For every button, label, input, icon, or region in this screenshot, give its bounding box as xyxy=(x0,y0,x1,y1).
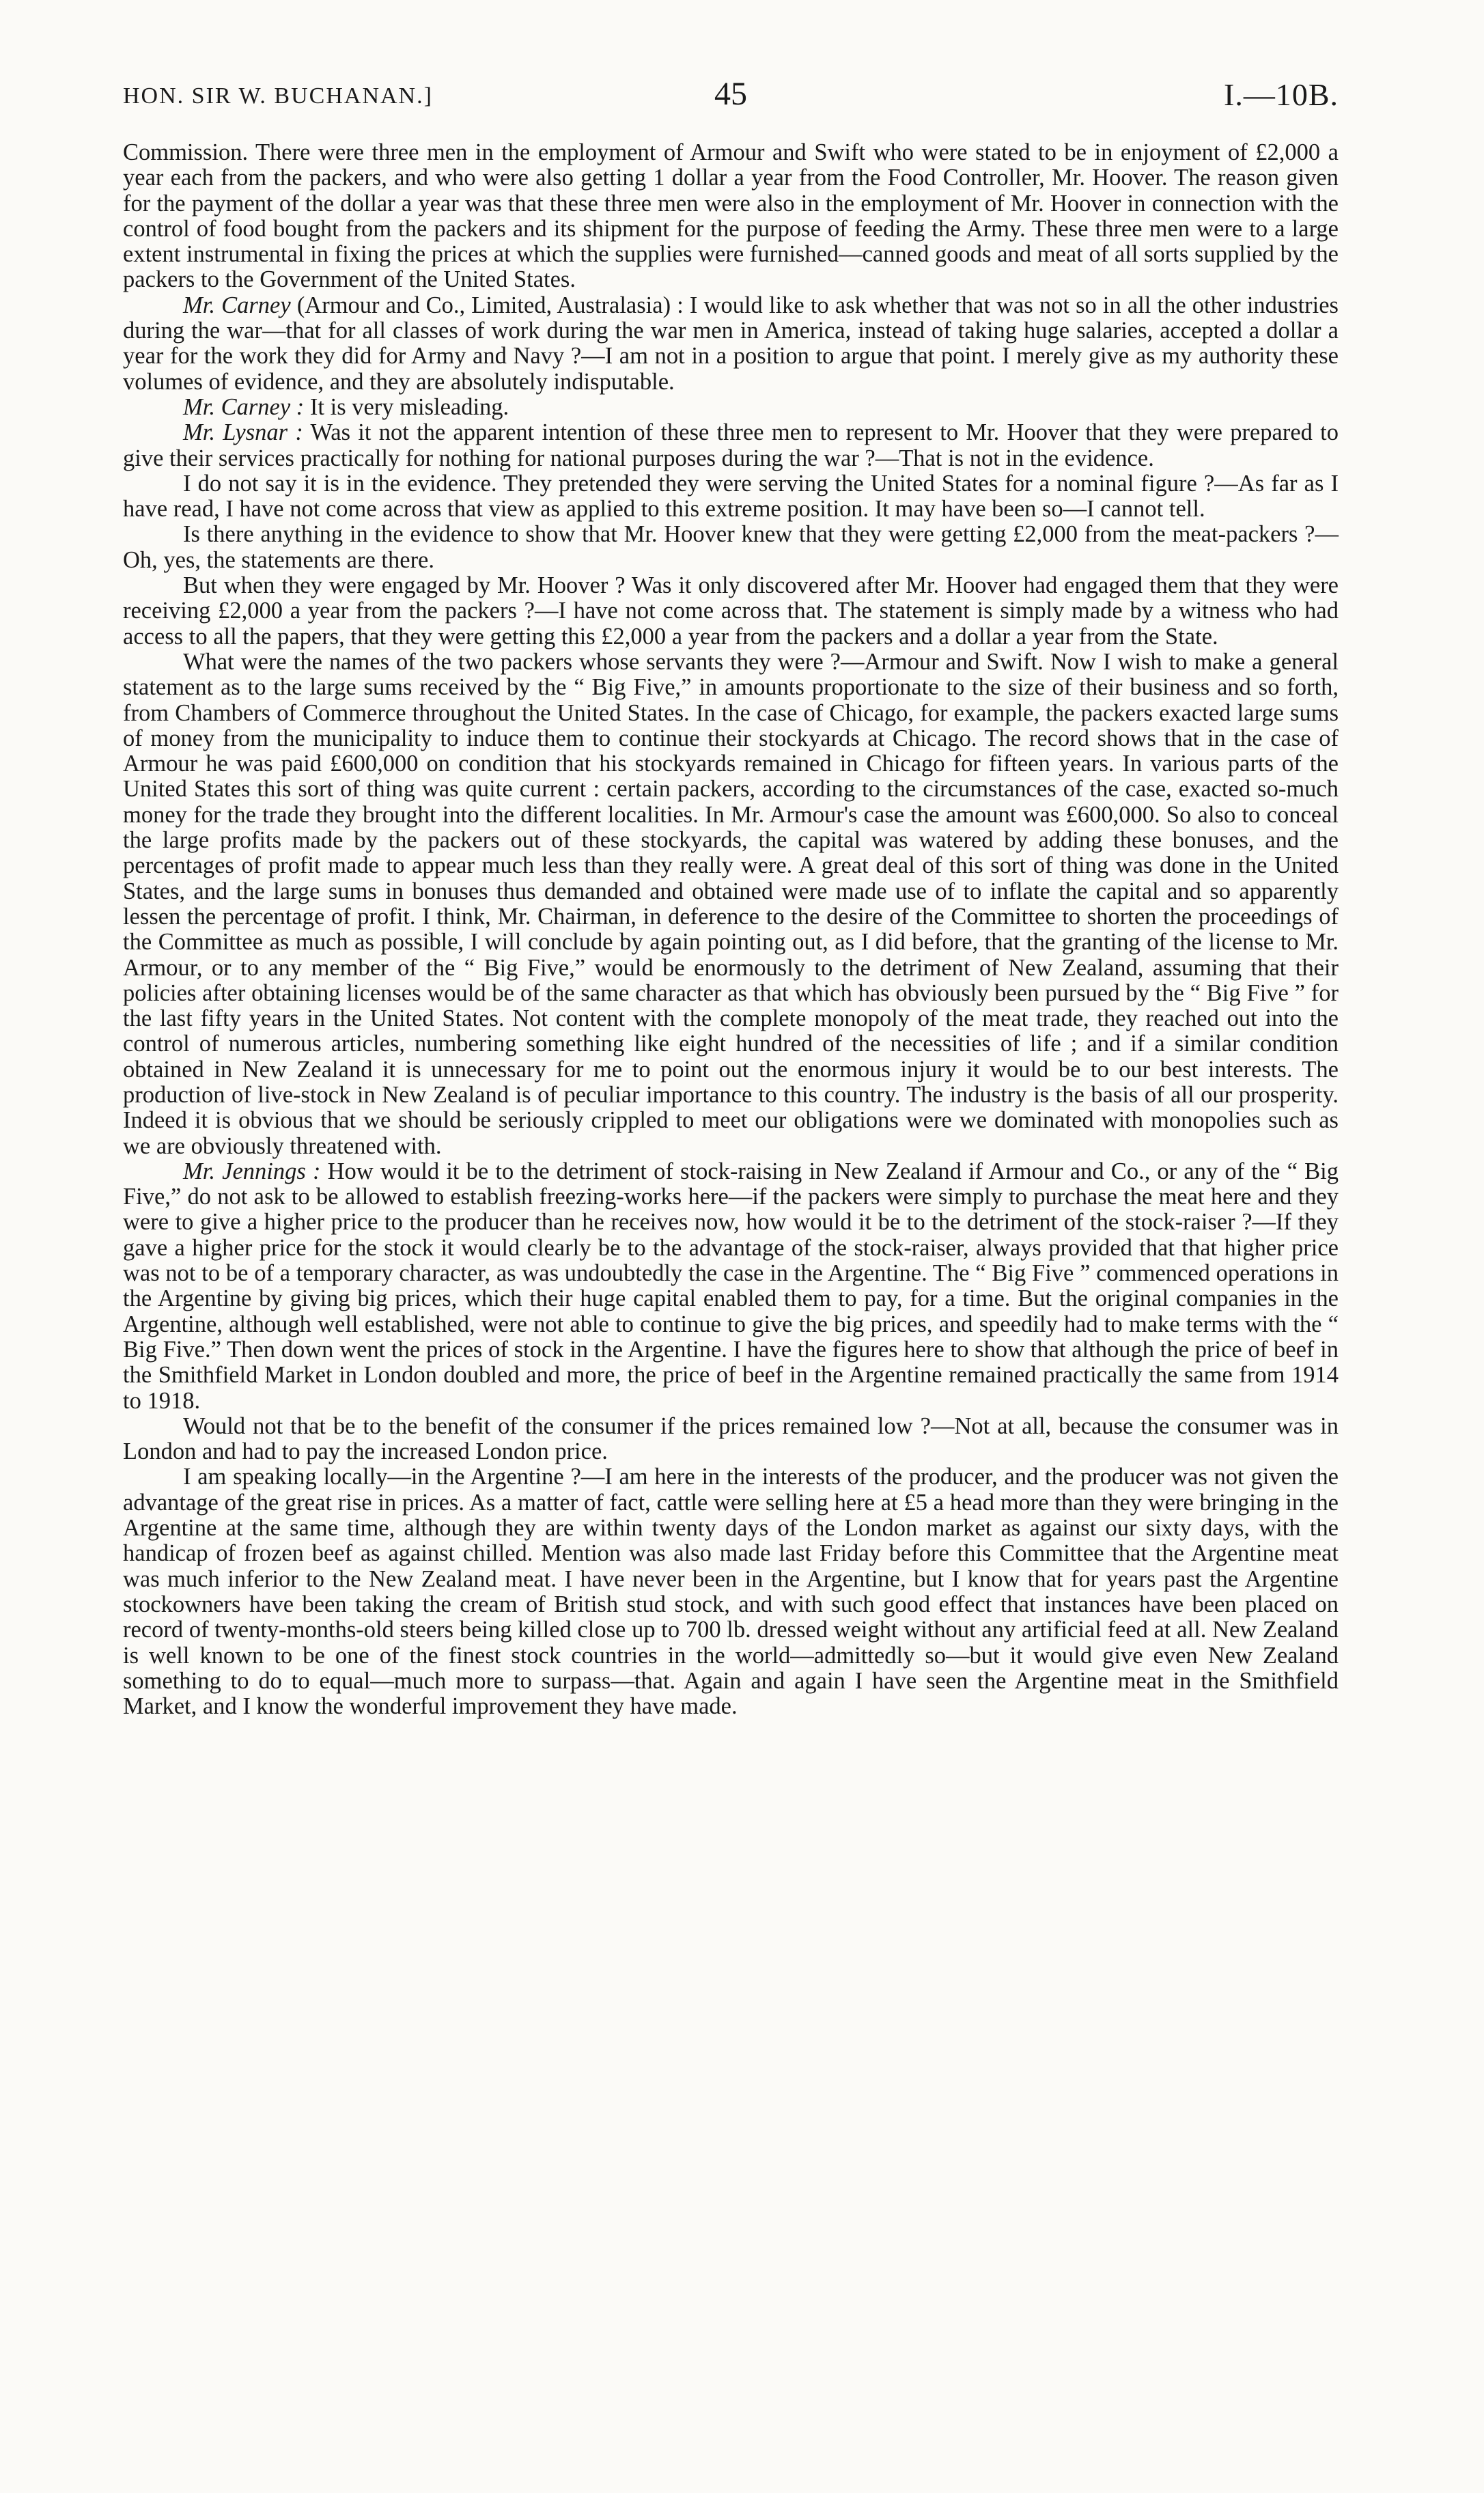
paragraph-text: Would not that be to the benefit of the consumer if the prices remained low ?—Not at all, because the consumer was in London and had to pay the increased London price. xyxy=(123,1412,1339,1465)
paragraph-text: Was it not the apparent intention of these three men to represent to Mr. Hoover that they were prepared to give their services practically for nothing for national purposes during the war ?—That is not in the evidence. xyxy=(123,419,1339,471)
paragraph-text: What were the names of the two packers whose servants they were ?—Armour and Swift. Now I wish to make a general statement as to the large sums received by the “ Big Five,” in amounts proportionate to the size of their business and so forth, from Chambers of Commerce throughout the United States. In the case of Chicago, for example, the packers exacted large sums of money from the municipality to induce them to continue their stockyards at Chicago. The record shows that in the case of Armour he was paid £600,000 on condition that his stockyards remained in Chicago for fifteen years. In various parts of the United States this sort of thing was quite current : certain packers, according to the circumstances of the case, exacted so-much money for the trade they brought into the different localities. In Mr. Armour's case the amount was £600,000. So also to conceal the large profits made by the packers out of these stockyards, the capital was watered by adding these bonuses, and the percentages of profit made to appear much less than they really were. A great deal of this sort of thing was done in the United States, and the large sums in bonuses thus demanded and obtained were made use of to inflate the capital and so apparently lessen the percentage of profit. I think, Mr. Chairman, in deference to the desire of the Committee to shorten the proceedings of the Committee as much as possible, I will conclude by again pointing out, as I did before, that the granting of the license to Mr. Armour, or to any member of the “ Big Five,” would be enormously to the detriment of New Zealand, assuming that their policies after obtaining licenses would be of the same character as that which has obviously been pursued by the “ Big Five ” for the last fifty years in the United States. Not content with the complete monopoly of the meat trade, they reached out into the control of numerous articles, numbering something like eight hundred of the necessities of life ; and if a similar condition obtained in New Zealand it is unnecessary for me to point out the enormous injury it would be to our best interests. The production of live-stock in New Zealand is of peculiar importance to this country. The industry is the basis of all our prosperity. Indeed it is obvious that we should be seriously crippled to meet our obligations were we dominated with monopolies such as we are obviously threatened with. xyxy=(123,648,1339,1159)
paper-reference: I.—10B. xyxy=(1224,77,1339,112)
paragraph xyxy=(123,650,1339,1159)
paragraph-text: I am speaking locally—in the Argentine ?—I am here in the interests of the producer, and the producer was not given the advantage of the great rise in prices. As a matter of fact, cattle were selling here at £5 a head more than they were bringing in the Argentine at the same time, although they are within twenty days of the London market as against our sixty days, with the handicap of frozen beef as against chilled. Mention was also made last Friday before this Committee that the Argentine meat was much inferior to the New Zealand meat. I have never been in the Argentine, but I know that for years past the Argentine stockowners have been taking the cream of British stud stock, and with such good effect that instances have been placed on record of twenty-months-old steers being killed close up to 700 lb. dressed weight without any artificial feed at all. New Zealand is well known to be one of the finest stock countries in the world—admittedly so—but it would give even New Zealand something to do to equal—much more to surpass—that. Again and again I have seen the Argentine meat in the Smithfield Market, and I know the wonderful improvement they have made. xyxy=(123,1464,1339,1720)
paragraph-text: (Armour and Co., Limited, Australasia) : I would like to ask whether that was not so in all the other industries during the war—that for all classes of work during the war men in America, instead of taking huge salaries, accepted a dollar a year for the work they did for Army and Navy ?—I am not in a position to argue that point. I merely give as my authority these volumes of evidence, and they are absolutely indisputable. xyxy=(123,292,1339,395)
page-number: 45 xyxy=(714,76,747,112)
paragraph-text: I do not say it is in the evidence. They pretended they were serving the United States for a nominal figure ?—As far as I have read, I have not come across that view as applied to this extreme position. It may have been so—I cannot tell. xyxy=(123,470,1339,523)
paragraph xyxy=(123,420,1339,471)
paragraph xyxy=(123,522,1339,573)
paragraph xyxy=(123,471,1339,523)
paragraph-text: It is very misleading. xyxy=(304,393,509,420)
speaker-name: Mr. Carney : xyxy=(183,393,305,420)
paragraph-text: Commission. There were three men in the employment of Armour and Swift who were stated to be in enjoyment of £2,000 a year each from the packers, and who were also getting 1 dollar a year from the Food Controller, Mr. Hoover. The reason given for the payment of the dollar a year was that these three men were also in the employment of Mr. Hoover in connection with the control of food bought from the packers and its shipment for the purpose of feeding the Army. These three men were to a large extent instrumental in fixing the prices at which the supplies were furnished—canned goods and meat of all sorts supplied by the packers to the Government of the United States. xyxy=(123,139,1339,293)
paragraph xyxy=(123,1464,1339,1719)
header-witness-name: HON. SIR W. BUCHANAN.] xyxy=(123,83,433,109)
paragraph xyxy=(123,573,1339,650)
paragraph-text: But when they were engaged by Mr. Hoover ? Was it only discovered after Mr. Hoover had engaged them that they were receiving £2,000 a year from the packers ?—I have not come across that. The statement is simply made by a witness who had access to all the papers, that they were getting this £2,000 a year from the packers and a dollar a year from the State. xyxy=(123,572,1339,650)
speaker-name: Mr. Jennings : xyxy=(183,1158,321,1184)
paragraph xyxy=(123,293,1339,395)
document-body xyxy=(123,140,1339,1719)
speaker-name: Mr. Carney xyxy=(183,292,291,318)
paragraph-text: How would it be to the detriment of stock-raising in New Zealand if Armour and Co., or any of the “ Big Five,” do not ask to be allowed to establish freezing-works here—if the packers were simply to purchase the meat here and they were to give a higher price to the producer than he receives now, how would it be to the detriment of the stock-raiser ?—If they gave a higher price for the stock it would clearly be to the advantage of the stock-raiser, always provided that that higher price was not to be of a temporary character, as was undoubtedly the case in the Argentine. The “ Big Five ” commenced operations in the Argentine by giving big prices, which their huge capital enabled them to pay, for a time. But the original companies in the Argentine, although well established, were not able to continue to give the big prices, and speedily had to make terms with the “ Big Five.” Then down went the prices of stock in the Argentine. I have the figures here to show that although the price of beef in the Smithfield Market in London doubled and more, the price of beef in the Argentine remained practically the same from 1914 to 1918. xyxy=(123,1158,1339,1414)
speaker-name: Mr. Lysnar : xyxy=(183,419,303,446)
paragraph xyxy=(123,140,1339,293)
paragraph xyxy=(123,1159,1339,1414)
paragraph-text: Is there anything in the evidence to show that Mr. Hoover knew that they were getting £2,000 from the meat-packers ?—Oh, yes, the statements are there. xyxy=(123,521,1339,573)
page-header xyxy=(123,74,1339,122)
paragraph xyxy=(123,395,1339,420)
paragraph xyxy=(123,1414,1339,1465)
